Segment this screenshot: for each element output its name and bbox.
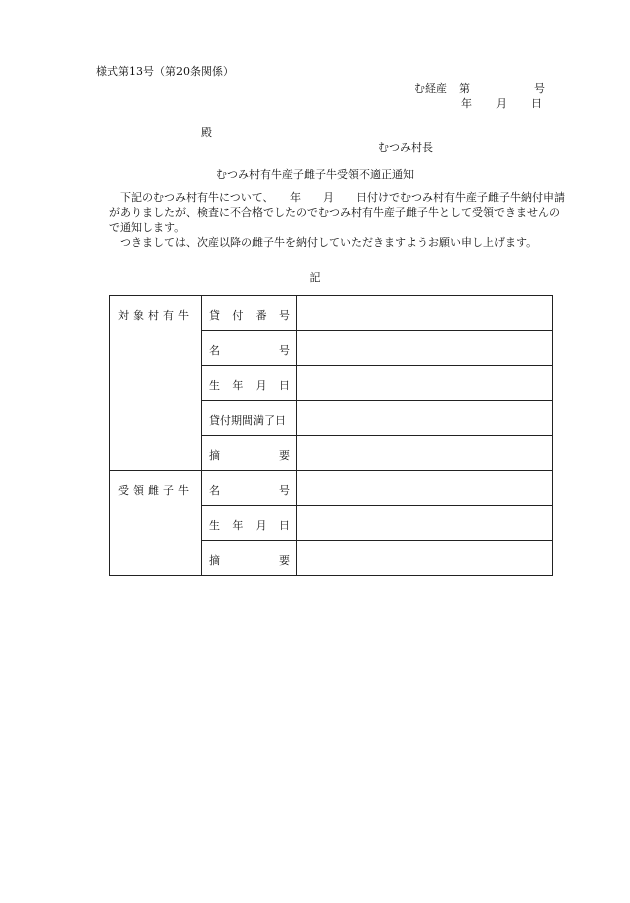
- field-label-char: 生: [209, 519, 220, 532]
- field-label: [209, 482, 290, 498]
- field-label: [209, 447, 290, 463]
- field-label-char: 日: [278, 519, 290, 532]
- ref-go: 号: [534, 82, 545, 95]
- field-label-char: 要: [279, 554, 290, 567]
- field-label-cell: [202, 401, 297, 436]
- field-label-char: 年: [232, 519, 244, 532]
- field-value-cell[interactable]: [297, 506, 553, 541]
- field-label-char: 号: [278, 309, 290, 322]
- record-table: [109, 295, 553, 576]
- field-value-cell[interactable]: [297, 401, 553, 436]
- field-label-cell: [202, 366, 297, 401]
- field-label-cell: [202, 296, 297, 331]
- field-value-cell[interactable]: [297, 331, 553, 366]
- date-day: 日: [531, 97, 542, 110]
- field-label-char: 月: [255, 379, 267, 392]
- field-label-cell: [202, 471, 297, 506]
- addressee: 殿: [201, 126, 212, 139]
- field-label-char: 月: [255, 519, 267, 532]
- field-label-char: 日: [278, 379, 290, 392]
- field-label-char: 生: [209, 379, 220, 392]
- field-label-char: 号: [279, 344, 290, 357]
- field-label-char: 貸: [209, 309, 220, 322]
- field-value-cell[interactable]: [297, 436, 553, 471]
- field-value-cell[interactable]: [297, 296, 553, 331]
- issue-date: [461, 95, 542, 111]
- field-value-cell[interactable]: [297, 471, 553, 506]
- table-row: [110, 296, 553, 331]
- field-label: [209, 307, 290, 323]
- field-label-char: 年: [232, 379, 244, 392]
- document-title: むつみ村有牛産子雌子牛受領不適正通知: [216, 168, 414, 181]
- form-number: 様式第13号（第20条関係）: [96, 65, 234, 78]
- field-label-char: 摘: [209, 449, 220, 462]
- field-label: 貸付期間満了日: [209, 414, 286, 427]
- field-label: [209, 552, 290, 568]
- field-label-cell: [202, 506, 297, 541]
- reference-number: [414, 80, 545, 96]
- category-cell: 受領雌子牛: [110, 471, 202, 576]
- field-label-char: 号: [279, 484, 290, 497]
- date-month: 月: [496, 97, 507, 110]
- field-label-char: 摘: [209, 554, 220, 567]
- field-label-char: 名: [209, 344, 220, 357]
- table-row: [110, 471, 553, 506]
- ref-dai: 第: [459, 82, 470, 95]
- field-label-cell: [202, 331, 297, 366]
- sender: むつみ村長: [378, 141, 433, 154]
- body-paragraph-2: つきましては、次産以降の雌子牛を納付していただきますようお願い申し上げます。: [120, 236, 538, 249]
- ki-heading: 記: [309, 271, 321, 284]
- field-label-char: 名: [209, 484, 220, 497]
- field-label-cell: [202, 541, 297, 576]
- notice-body: [109, 190, 569, 250]
- field-label: [209, 517, 290, 533]
- field-value-cell[interactable]: [297, 541, 553, 576]
- field-label-char: 番: [255, 309, 267, 322]
- field-label-cell: [202, 436, 297, 471]
- field-label: [209, 377, 290, 393]
- field-value-cell[interactable]: [297, 366, 553, 401]
- ref-prefix: む経産: [414, 82, 447, 95]
- field-label-char: 要: [279, 449, 290, 462]
- category-cell: 対象村有牛: [110, 296, 202, 471]
- body-paragraph-1: 下記のむつみ村有牛について、 年 月 日付けでむつみ村有牛産子雌子牛納付申請がありましたが、検査に不合格でしたのでむつみ村有牛産子雌子牛として受領できませんので通知します。: [109, 191, 566, 234]
- field-label: [209, 342, 290, 358]
- field-label-char: 付: [232, 309, 244, 322]
- date-year: 年: [461, 97, 472, 110]
